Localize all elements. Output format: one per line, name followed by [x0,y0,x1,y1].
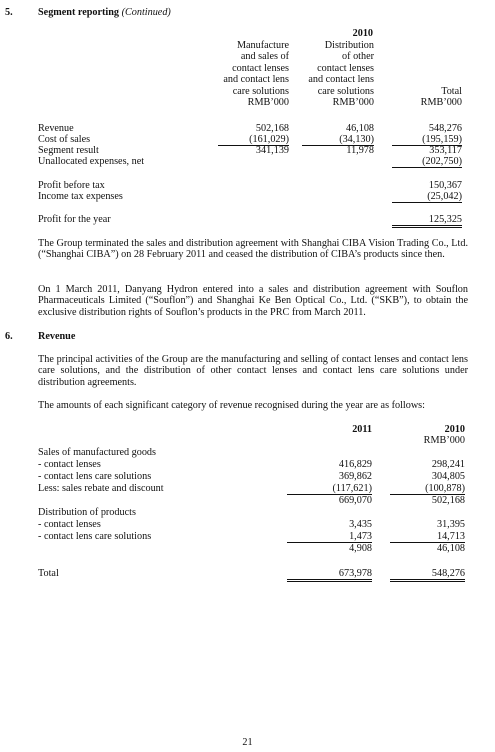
g2-row-care-solutions-2011: 1,473 [287,531,372,543]
g2-row-contact-lenses-2010: 31,395 [436,519,465,530]
g1-row-care-solutions-2010: 304,805 [431,471,465,482]
row-cost-manufacture: (161,029) [218,134,289,146]
section-5-paragraph-1: The Group terminated the sales and distribution agreement with Shanghai CIBA Vision Trading Co., Ltd. (“Shanghai CIBA”) on 28 February 2011 and ceased the distribution of CIBA’s products since then. [38,238,468,261]
heading-line: Distribution [324,40,374,51]
row-cost-total: (195,159) [392,134,462,146]
row-profit-before-tax-label: Profit before tax [38,180,105,191]
section-5-title: Segment reporting [38,7,120,18]
row-profit-before-tax-total: 150,367 [428,180,462,191]
g1-row-contact-lenses-label: - contact lenses [38,459,101,470]
section-6-number: 6. [5,331,13,342]
heading-line: contact lenses [232,62,289,74]
heading-line: and sales of [240,51,289,63]
total-label: Total [38,568,59,579]
row-segment-result-distribution: 11,978 [346,145,374,156]
row-income-tax-label: Income tax expenses [38,191,123,202]
row-revenue-total: 548,276 [428,123,462,134]
heading-line: RMB’000 [332,97,374,109]
g2-subtotal-2011: 4,908 [349,543,372,554]
heading-line: Manufacture [236,40,289,51]
heading-line: and contact lens [223,74,289,86]
group-manufactured-title: Sales of manufactured goods [38,447,156,458]
g1-row-contact-lenses-2010: 298,241 [431,459,465,470]
section-6-paragraph-2: The amounts of each significant category of revenue recognised during the year are as follows: [38,400,425,411]
heading-line: of other [342,51,374,63]
g1-row-rebate-2010: (100,878) [390,483,465,495]
row-income-tax-total: (25,042) [392,191,462,203]
section-5-heading [38,7,171,18]
year-2011-heading: 2011 [352,424,372,435]
g2-row-care-solutions-label: - contact lens care solutions [38,531,152,542]
row-profit-for-year-total: 125,325 [392,214,462,228]
col-total-heading [392,86,462,109]
heading-line: and contact lens [308,74,374,86]
row-unallocated-total: (202,750) [392,156,462,168]
row-cost-label: Cost of sales [38,134,91,145]
heading-line: contact lenses [317,62,374,74]
g1-row-contact-lenses-2011: 416,829 [338,459,372,470]
row-segment-result-label: Segment result [38,145,99,156]
unit-heading: RMB’000 [423,435,465,446]
g2-subtotal-2010: 46,108 [436,543,465,554]
heading-line: care solutions [232,85,289,97]
heading-line: RMB’000 [247,97,289,109]
g1-row-rebate-2011: (117,621) [287,483,372,495]
section-6-title: Revenue [38,331,76,342]
heading-line: Total [441,86,462,97]
g1-row-care-solutions-label: - contact lens care solutions [38,471,152,482]
g2-row-contact-lenses-2011: 3,435 [349,519,372,530]
row-profit-for-year-label: Profit for the year [38,214,111,225]
g1-subtotal-2011: 669,070 [338,495,372,506]
section-6-paragraph-1: The principal activities of the Group are the manufacturing and selling of contact lenses and contact lens care solutions, and the distribution of other contact lenses and contact lens care solutions under distribution agreements. [38,354,468,388]
row-segment-result-manufacture: 341,139 [255,145,289,156]
g1-subtotal-2010: 502,168 [431,495,465,506]
row-unallocated-label: Unallocated expenses, net [38,156,145,167]
group-distribution-title: Distribution of products [38,507,136,518]
heading-line: RMB’000 [420,97,462,109]
year-2010-revenue-heading: 2010 [444,424,465,435]
col-distribution-heading [290,40,374,108]
row-segment-result-total: 353,117 [429,145,462,156]
page-number: 21 [242,737,253,748]
section-5-continued: (Continued) [121,7,171,18]
row-revenue-label: Revenue [38,123,74,134]
heading-line: care solutions [317,85,374,97]
g2-row-care-solutions-2010: 14,713 [390,531,465,543]
g1-row-rebate-label: Less: sales rebate and discount [38,483,164,494]
row-cost-distribution: (34,130) [302,134,374,146]
section-5-number: 5. [5,7,13,18]
section-5-paragraph-2: On 1 March 2011, Danyang Hydron entered into a sales and distribution agreement with Souflon Pharmaceuticals Limited (“Souflon”) and Shanghai Ke Ben Optical Co., Ltd. (“SKB”), to obtain the exclusive distribution rights of Souflon’s products in the PRC from March 2011. [38,284,468,318]
total-2011: 673,978 [287,568,372,582]
col-manufacture-heading [205,40,289,108]
row-revenue-manufacture: 502,168 [255,123,289,134]
row-revenue-distribution: 46,108 [345,123,374,134]
g1-row-care-solutions-2011: 369,862 [338,471,372,482]
year-2010-heading: 2010 [352,28,373,39]
total-2010: 548,276 [390,568,465,582]
g2-row-contact-lenses-label: - contact lenses [38,519,101,530]
